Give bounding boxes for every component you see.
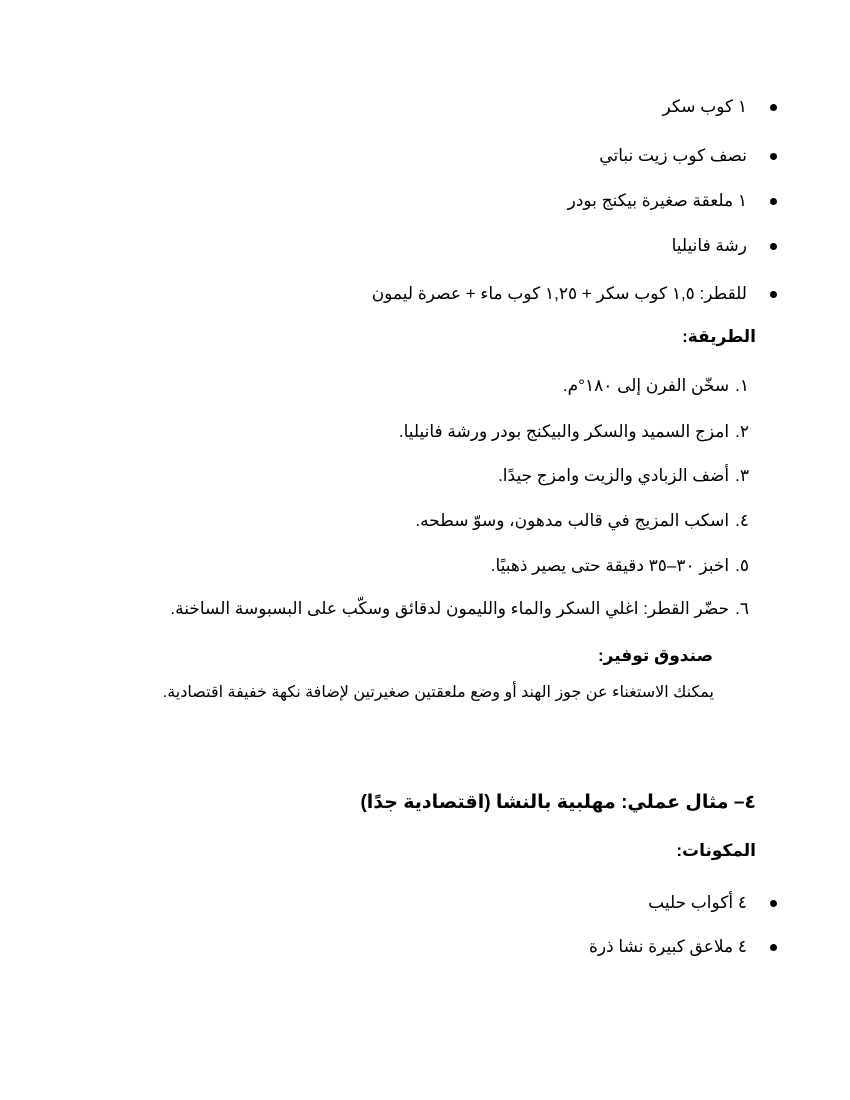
list-item-text: رشة فانيليا [671,236,747,255]
list-item-text: نصف كوب زيت نباتي [599,146,747,165]
step-text: امزج السميد والسكر والبيكنج بودر ورشة فانيليا. [398,422,730,441]
list-item-text: ٤ أكواب حليب [648,893,747,912]
step-text: سخّن الفرن إلى ١٨٠°م. [562,376,730,395]
step-item [415,509,749,533]
step-text: اخبز ٣٠–٣٥ دقيقة حتى يصير ذهبيًا. [490,556,730,575]
step-item [563,374,749,398]
bullet-icon [770,900,777,907]
list-item-text: للقطر: ١,٥ كوب سكر + ١,٢٥ كوب ماء + عصرة ليمون [371,284,747,303]
list-item [672,234,747,258]
step-number: ٥. [735,556,749,575]
list-item [663,95,747,119]
step-text: اسكب المزيج في قالب مدهون، وسوّ سطحه. [415,511,730,530]
step-number: ١. [735,376,749,395]
list-item [372,282,747,306]
method-heading: الطريقة: [682,327,756,346]
bullet-icon [770,153,777,160]
step-text: حضّر القطر: اغلي السكر والماء والليمون لدقائق وسكّب على البسبوسة الساخنة. [170,599,730,618]
bullet-icon [770,291,777,298]
step-item [170,597,749,621]
step-item [491,554,749,578]
ingredients-heading: المكونات: [676,841,756,860]
list-item-text: ٤ ملاعق كبيرة نشا ذرة [588,937,747,956]
step-number: ٢. [735,422,749,441]
saving-box-heading: صندوق توفير: [597,646,713,665]
list-item [648,891,747,915]
list-item-text: ١ كوب سكر [662,97,747,116]
list-item [568,189,747,213]
bullet-icon [770,944,777,951]
list-item [589,935,747,959]
step-text: أضف الزبادي والزيت وامزج جيدًا. [498,466,730,485]
step-number: ٤. [735,511,749,530]
list-item [599,144,747,168]
saving-box-text: يمكنك الاستغناء عن جوز الهند أو وضع ملعقتين صغيرتين لإضافة نكهة خفيفة اقتصادية. [162,684,714,701]
step-number: ٦. [735,599,749,618]
list-item-text: ١ ملعقة صغيرة بيكنج بودر [567,191,747,210]
section-title: ٤– مثال عملي: مهلبية بالنشا (اقتصادية جدًا) [360,792,756,813]
bullet-icon [770,198,777,205]
step-number: ٣. [735,466,749,485]
step-item [399,420,749,444]
step-item [498,464,749,488]
bullet-icon [770,104,777,111]
bullet-icon [770,243,777,250]
